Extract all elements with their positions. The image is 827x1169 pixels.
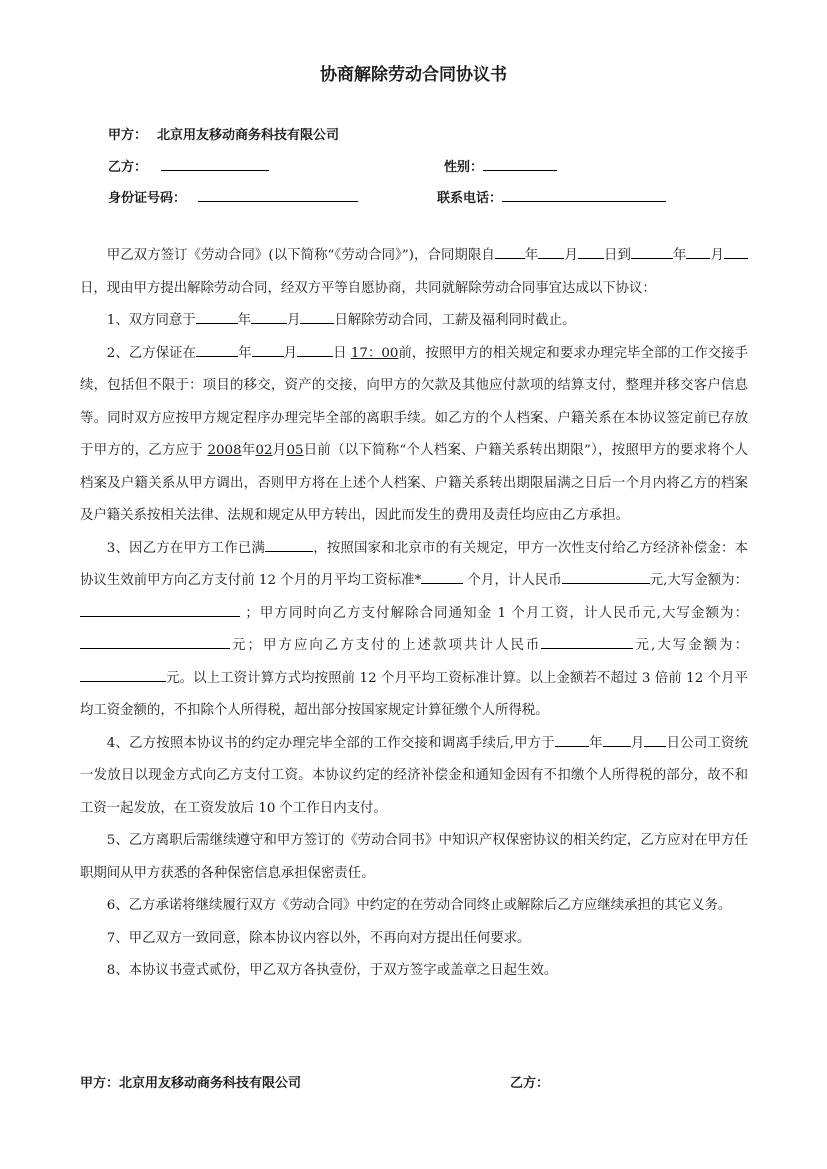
intro-paragraph: 甲乙双方签订《劳动合同》(以下简称“《劳动合同》”)，合同期限自 年 月 日到 年 月日，现由甲方提出解除劳动合同，经双方平等自愿协商，共同就解除劳动合同事宜达成以下协议： [80,240,748,305]
blank-field[interactable] [265,536,313,552]
blank-field[interactable] [80,666,166,682]
party-a-row [108,126,339,146]
gender-label: 性别： [444,160,484,175]
gender-field[interactable] [483,156,557,171]
blank-field[interactable] [297,341,333,357]
deadline-day: 05 [286,443,304,458]
deadline-month: 02 [255,443,273,458]
gender-row [444,156,557,178]
footer-party-b: 乙方： [510,1076,550,1091]
id-row [108,187,358,209]
handover-time: 17：00 [350,345,399,361]
blank-field[interactable] [724,243,748,259]
blank-field[interactable] [562,568,650,584]
blank-field[interactable] [300,308,334,324]
blank-field[interactable] [80,601,240,617]
phone-label: 联系电话： [437,191,503,206]
agreement-body [80,240,748,988]
phone-row [437,187,666,209]
blank-field[interactable] [631,243,673,259]
party-a-name: 北京用友移动商务科技有限公司 [157,128,340,143]
blank-field[interactable] [538,243,564,259]
clause-4: 4、乙方按照本协议书的约定办理完毕全部的工作交接和调离手续后,甲方于 年 月 日公司工资统一发放日以现金方式向乙方支付工资。本协议约定的经济补偿金和通知金因有不扣缴个人所得税的部分，故不和工资一起发放，在工资发放后 10 个工作日内支付。 [80,728,748,826]
blank-field[interactable] [555,731,589,747]
clause-3: 3、因乙方在甲方工作已满 ，按照国家和北京市的有关规定，甲方一次性支付给乙方经济补偿金：本协议生效前甲方向乙方支付前 12 个月的月平均工资标准* 个月，计人民币 元,大写金额为： ；甲方同时向乙方支付解除合同通知金 1 个月工资，计人民币元,大写金额为：元；甲方应向乙方支付的上述款项共计人民币 元,大写金额为：元。以上工资计算方式均按照前 12 个月平均工资标准计算。以上金额若不超过 3 倍前 12 个月平均工资金额的，不扣除个人所得税，超出部分按国家规定计算征缴个人所得税。 [80,533,748,728]
blank-field[interactable] [541,633,633,649]
blank-field[interactable] [421,568,463,584]
blank-field[interactable] [196,341,238,357]
clause-8: 8、本协议书壹式贰份，甲乙双方各执壹份，于双方签字或盖章之日起生效。 [106,963,558,978]
footer-party-a: 甲方：北京用友移动商务科技有限公司 [80,1076,302,1091]
blank-field[interactable] [495,243,525,259]
blank-field[interactable] [644,731,666,747]
clause-2: 2、乙方保证在 年 月 日 17：00前，按照甲方的相关规定和要求办理完毕全部的工作交接手续，包括但不限于：项目的移交，资产的交接，向甲方的欠款及其他应付款项的结算支付，整理并移交客户信息等。同时双方应按甲方规定程序办理完毕全部的离职手续。如乙方的个人档案、户籍关系在本协议签定前已存放于甲方的，乙方应于 2008年02月05日前（以下简称“个人档案、户籍关系转出期限”），按照甲方的要求将个人档案及户籍关系从甲方调出，否则甲方将在上述个人档案、户籍关系转出期限届满之日后一个月内将乙方的档案及户籍关系按相关法律、法规和规定从甲方转出，因此而发生的费用及责任均应由乙方承担。 [80,338,748,533]
blank-field[interactable] [578,243,604,259]
phone-field[interactable] [502,187,666,202]
party-b-row [108,156,269,178]
party-b-label: 乙方： [108,160,148,175]
id-label: 身份证号码： [108,191,187,206]
clause-1: 1、双方同意于 年 月 日解除劳动合同，工薪及福利同时截止。 [80,305,748,338]
clause-7: 7、甲乙双方一致同意，除本协议内容以外，不再向对方提出任何要求。 [106,930,531,946]
deadline-year: 2008 [207,443,242,458]
id-number-field[interactable] [198,187,358,202]
document-title: 协商解除劳动合同协议书 [320,65,507,85]
clause-6: 6、乙方承诺将继续履行双方《劳动合同》中约定的在劳动合同终止或解除后乙方应继续承担的其它义务。 [106,898,732,913]
party-a-label: 甲方： [108,128,148,143]
blank-field[interactable] [686,243,710,259]
blank-field[interactable] [196,308,238,324]
party-b-name-field[interactable] [161,156,269,171]
blank-field[interactable] [603,731,631,747]
clause-5: 5、乙方离职后需继续遵守和甲方签订的《劳动合同书》中知识产权保密协议的相关约定，乙方应对在甲方任职期间从甲方获悉的各种保密信息承担保密责任。 [80,833,748,881]
blank-field[interactable] [252,341,284,357]
blank-field[interactable] [80,633,230,649]
blank-field[interactable] [251,308,287,324]
